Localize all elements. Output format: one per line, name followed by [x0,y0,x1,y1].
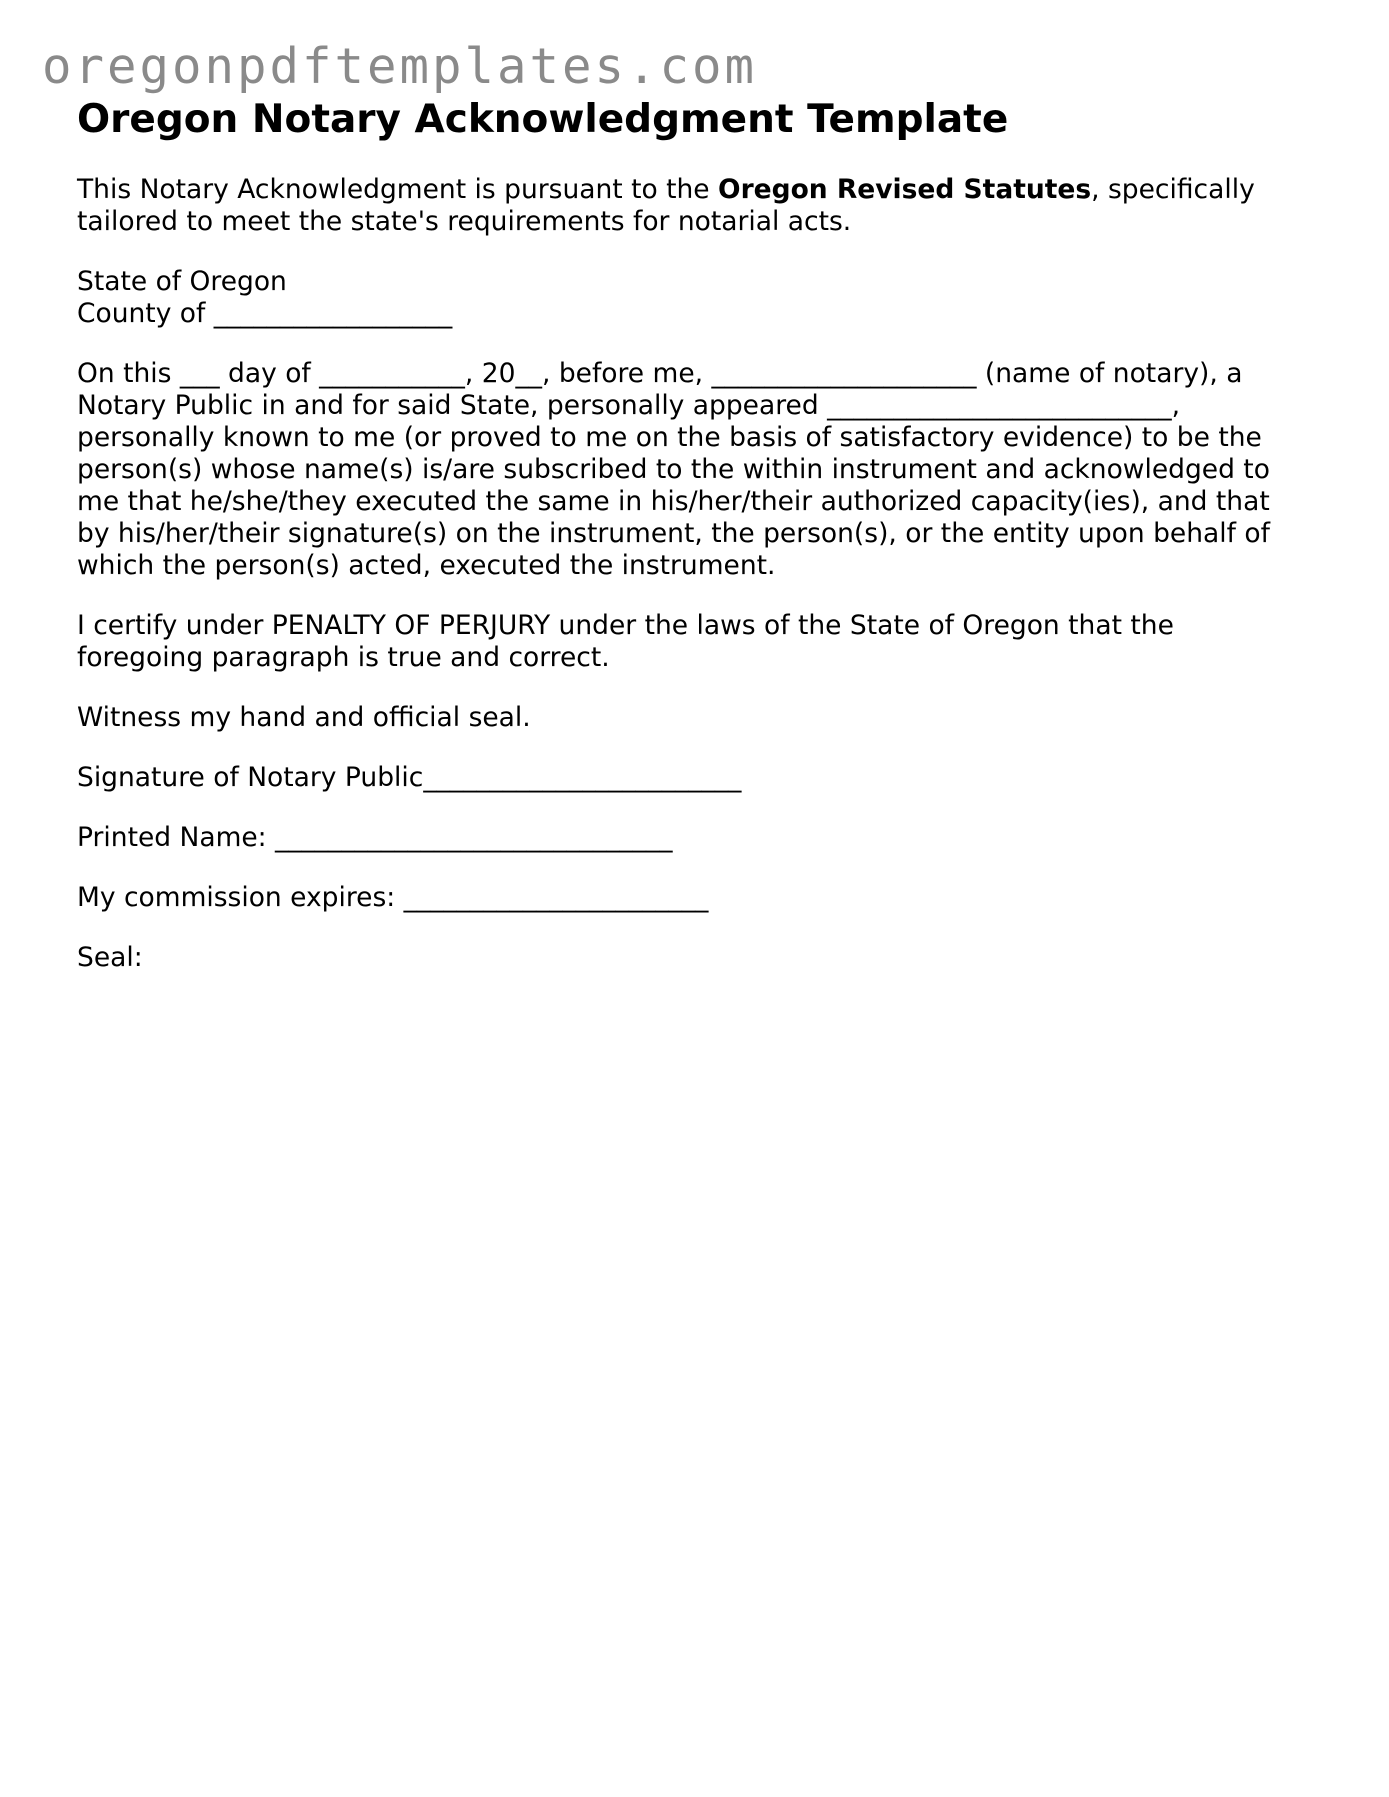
acknowledgment-line: On this ___ day of ___________, 20__, before me, ____________________ (name of notary), a [77,358,1243,389]
document-title: Oregon Notary Acknowledgment Template [77,97,1009,142]
witness-statement: Witness my hand and official seal. [77,702,531,733]
certification-paragraph [77,610,1317,674]
document-body [77,96,1317,1002]
acknowledgment-line: personally known to me (or proved to me on the basis of satisfactory evidence) to be the [77,422,1262,453]
venue-county: County of __________________ [77,298,453,329]
acknowledgment-line: person(s) whose name(s) is/are subscribed to the within instrument and acknowledged to [77,454,1270,485]
acknowledgment-line: by his/her/their signature(s) on the instrument, the person(s), or the entity upon behalf of [77,518,1270,549]
printed-name-line: Printed Name: ______________________________ [77,822,673,853]
acknowledgment-paragraph [77,358,1317,582]
acknowledgment-line: which the person(s) acted, executed the instrument. [77,550,776,581]
commission-expires-line: My commission expires: _______________________ [77,882,709,913]
venue-block [77,266,1317,330]
acknowledgment-line: Notary Public in and for said State, personally appeared __________________________, [77,390,1180,421]
acknowledgment-line: me that he/she/they executed the same in his/her/their authorized capacity(ies), and that [77,486,1270,517]
site-watermark: oregonpdftemplates.com [42,38,758,95]
intro-text-after: , specifically tailored to meet the state's requirements for notarial acts. [77,174,1255,237]
certification-line: foregoing paragraph is true and correct. [77,642,610,673]
venue-state: State of Oregon [77,266,287,297]
seal-label: Seal: [77,942,143,973]
certification-line: I certify under PENALTY OF PERJURY under the laws of the State of Oregon that the [77,610,1174,641]
statute-name: Oregon Revised Statutes [718,174,1092,205]
intro-text-before: This Notary Acknowledgment is pursuant to the [77,174,719,205]
notary-signature-line: Signature of Notary Public________________________ [77,762,742,793]
intro-paragraph [77,174,1317,238]
